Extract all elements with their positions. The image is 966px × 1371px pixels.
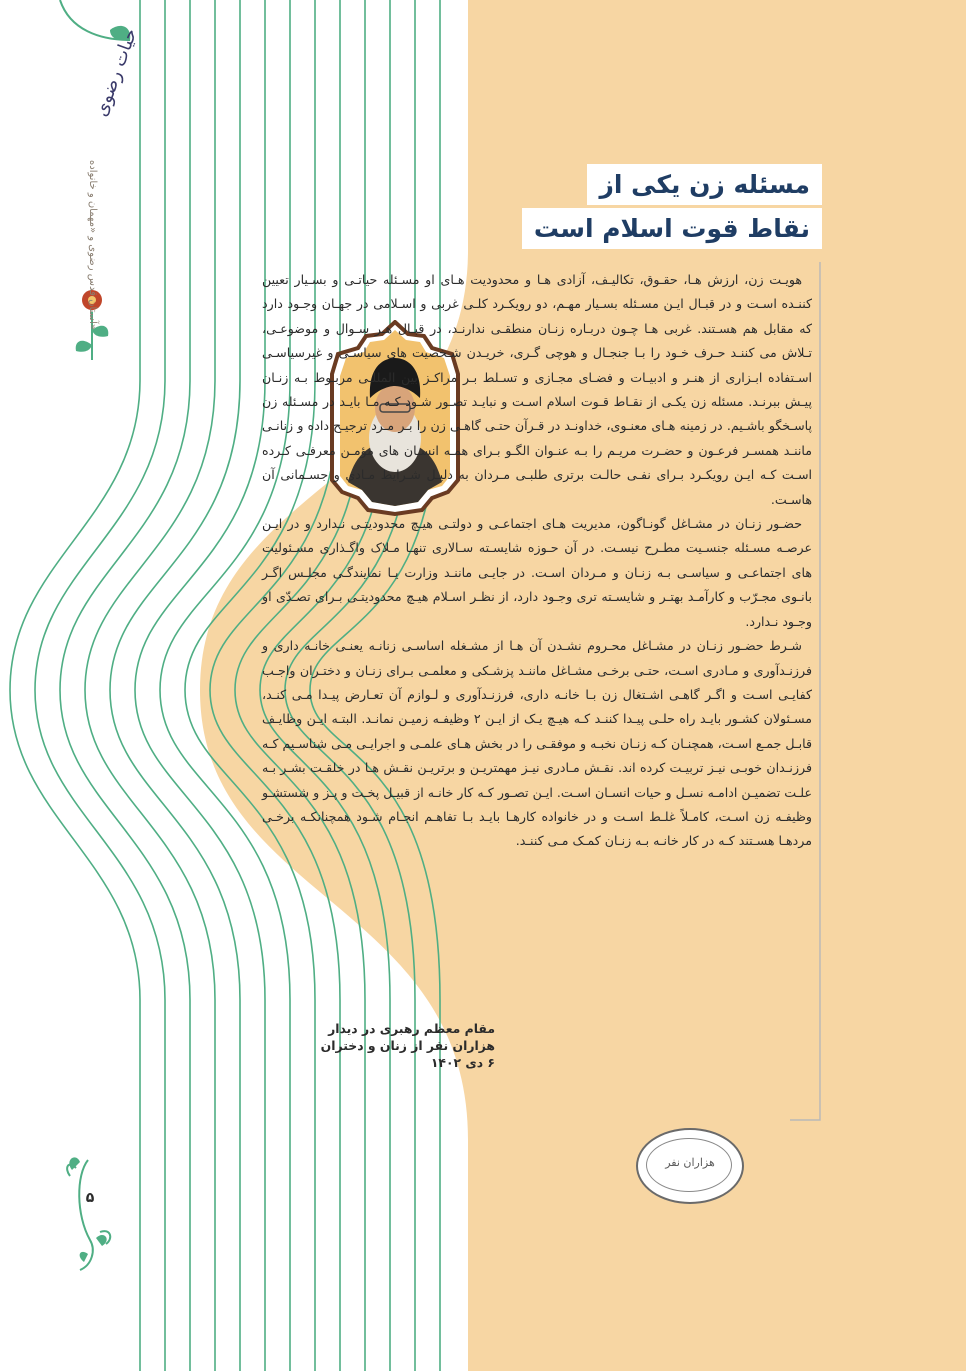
magazine-logo	[60, 25, 142, 122]
sidebar-vertical-caption: آستان قدس رضوی و «مهمان و خانواده»	[87, 160, 98, 330]
article-paragraph: هویـت زن، ارزش هـا، حقـوق، تکالیـف، آزادی هـا و محدودیت هـای او مسـئله حیاتـی و بسـیار تعیین کننـده اسـت و در قبـال ایـن مسـئله بسـیار مهـم، دو رویکـرد کلـی غربی و اسـلامی در جهـان وجـود دارد که مقابل هم هسـتند. غربی هـا چـون دربـاره زنـان منطقـی ندارنـد، در قبـال هـر سـوال و موضوعـی، تـلاش می کننـد حـرف خـود را بـا جنجـال و هوچی گـری، خریـدن شـخصیت های سیاسـی و غیرسیاسـی اسـتفاده ابـزاری از هنـر و ادبیـات و فضـای مجـازی و تسـلط بـر مراکـز بین المللـی مربـوط بـه زنـان پیـش ببرنـد. مسئله زن یکـی از نقـاط قـوت اسلام اسـت و نبایـد تصـور شـود کـه مـا بایـد در مسـئله زن پاسـخگو باشـیم. در زمینه هـای معنـوی، خداونـد در قـرآن حتـی گاهـی زن را بـر مـرد ترجیـح داده و زنانـی ماننـد همسـر فرعـون و حضـرت مریـم را بـه عنـوان الگـو بـرای همـه انسـان های مؤمـن معرفـی کـرده اسـت کـه ایـن رویکـرد بـرای نفـی حالـت برتری طلبـی مـردان به دلیـل شـرایط مـادی و جسـمانی آن هاسـت.	[262, 272, 812, 507]
source-line-1: مقام معظم رهبری در دیدار	[328, 1021, 495, 1036]
article-title-line-1: مسئله زن یکی از	[587, 164, 822, 205]
page-number: ۵	[85, 1190, 95, 1206]
magazine-stamp	[636, 1128, 744, 1204]
article-body	[262, 268, 812, 1008]
article-paragraph: شـرط حضـور زنـان در مشـاغل محـروم نشـدن آن هـا از مشـغله اساسـی زنانـه یعنـی خانـه داری و فرزنـدآوری و مـادری اسـت، حتـی برخـی مشـاغل ماننـد پزشـکی و معلمـی بـرای زنـان و دختـران واجـب کفایـی اسـت و اگـر گاهـی اشـتغال زن بـا خانـه داری، فرزنـدآوری و لـوازم آن تعـارض پیـدا مـی کنـد، مسـئولان کشـور بایـد راه حلـی پیـدا کننـد کـه هیـچ یـک از ایـن ۲ وظیفـه زمیـن نمانـد. البتـه ایـن وظایـف قابـل جمـع اسـت، همچنـان کـه زنـان نخبـه و موفقـی را در بخش هـای علمـی و اجرایـی مـی شناسـیم کـه فرزنـدان خوبـی نیـز تربیـت کرده اند. نقـش مـادری نیـز مهمتریـن و برتریـن نقـش هـا در خلقـت بشـر بـه علـت تضمیـن ادامـه نسـل و حیات انسـان اسـت. ایـن تصـور کـه کار خانـه از قبیـل پخـت و پـز و شستشـو وظیفـه زن اسـت، کامـلاً غلـط اسـت و در خانواده کارهـا بایـد بـا تفاهـم انجـام شـود همچنانکـه برخـی مردهـا هسـتند کـه در کار خانـه بـه زنـان کمـک مـی کننـد.	[262, 638, 813, 849]
article-title-line-2: نقاط قوت اسلام است	[522, 208, 822, 249]
source-line-2: هزاران نفر از زنان و دختران	[320, 1038, 495, 1053]
stamp-text: هزاران نفر	[665, 1156, 715, 1169]
article-paragraph: حضـور زنـان در مشـاغل گونـاگون، مدیریت هـای اجتماعـی و دولتـی هیـچ محدودیتـی نـدارد و در ایـن عرصـه مسـئله جنسـیت مطـرح نیسـت. در آن حـوزه شایسـته سـالاری تنهـا مـلاک واگـذاری مسـئولیت های اجتماعـی و سیاسـی بـه زنـان و مـردان اسـت. در جایـی ماننـد وزارت یـا نمایندگـی مجلـس اگـر بانـوی مجـرّب و کارآمـد بهتـر و شایسـته تری وجـود دارد، از نظـر اسـلام هیـچ محدودیتـی بـرای تصـدّی او وجـود نـدارد.	[262, 516, 812, 629]
article-source	[305, 1020, 495, 1071]
magazine-logo-text: حیات‌ رضوی	[90, 25, 142, 120]
source-line-3: ۶ دی ۱۴۰۲	[430, 1055, 495, 1070]
